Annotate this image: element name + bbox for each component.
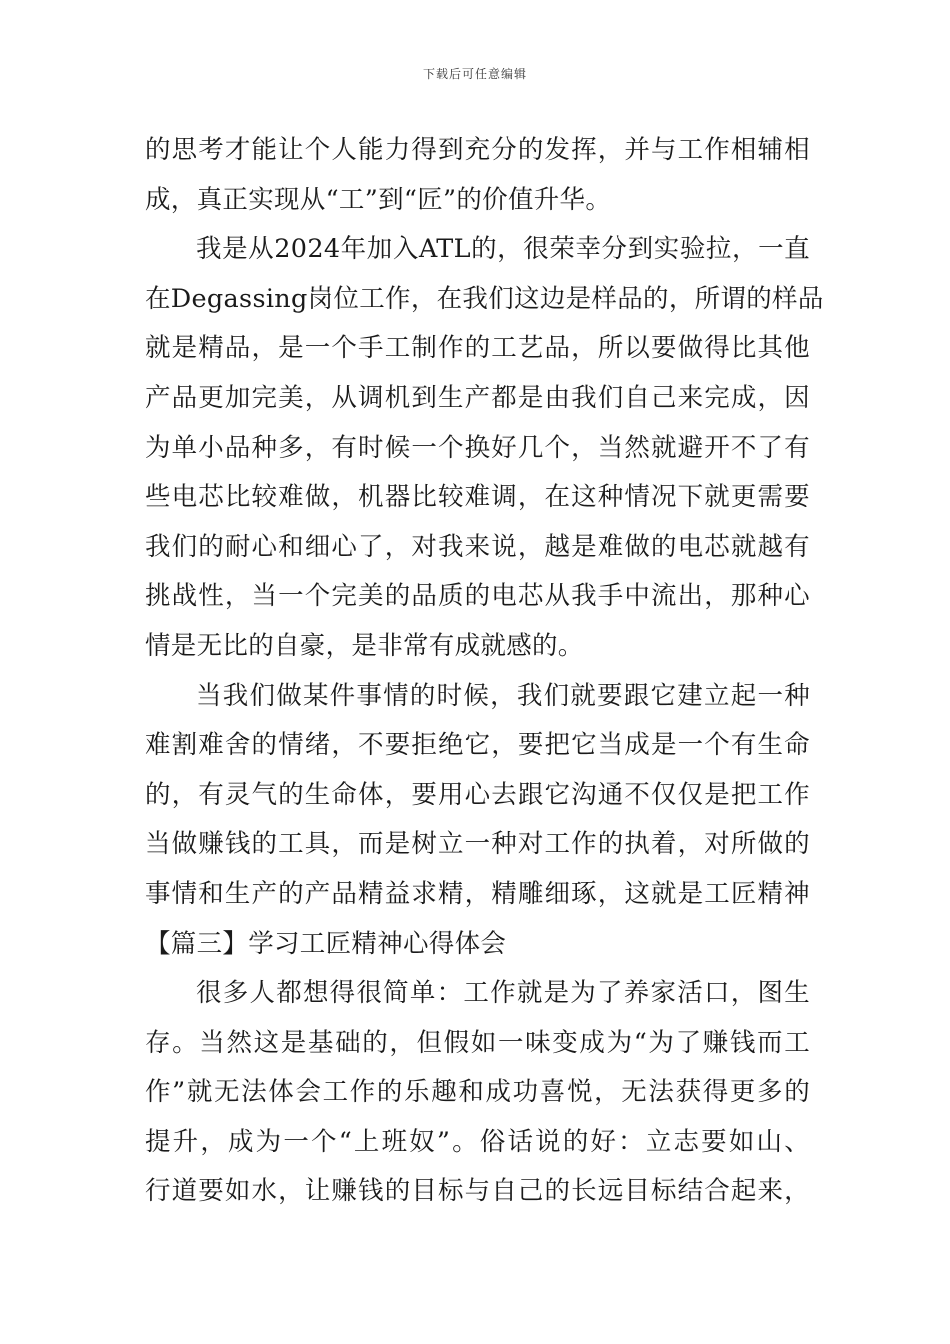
text-line: 存。当然这是基础的，但假如一味变成为“为了赚钱而工 xyxy=(145,1027,810,1058)
text-line: 些电芯比较难做，机器比较难调，在这种情况下就更需要 xyxy=(145,482,810,513)
text-line: 就是精品，是一个手工制作的工艺品，所以要做得比其他 xyxy=(145,333,810,364)
document-body xyxy=(145,126,824,1217)
text-line: 在Degassing岗位工作，在我们这边是样品的，所谓的样品 xyxy=(145,283,824,314)
text-line: 提升，成为一个“上班奴”。俗话说的好：立志要如山、 xyxy=(145,1126,810,1157)
text-line: 我是从2024年加入ATL的，很荣幸分到实验拉，一直 xyxy=(196,234,810,265)
text-line: 当我们做某件事情的时候，我们就要跟它建立起一种 xyxy=(196,680,810,711)
text-line: 我们的耐心和细心了，对我来说，越是难做的电芯就越有 xyxy=(145,531,810,562)
text-line: 的思考才能让个人能力得到充分的发挥，并与工作相辅相 xyxy=(145,135,810,165)
text-line: 【篇三】学习工匠精神心得体会 xyxy=(145,928,507,959)
text-line: 产品更加完美，从调机到生产都是由我们自己来完成，因 xyxy=(145,382,810,413)
text-line: 很多人都想得很简单：工作就是为了养家活口，图生 xyxy=(196,978,810,1009)
text-line: 事情和生产的产品精益求精，精雕细琢，这就是工匠精神 xyxy=(145,878,810,909)
text-line: 情是无比的自豪，是非常有成就感的。 xyxy=(145,630,584,661)
text-line: 成，真正实现从“工”到“匠”的价值升华。 xyxy=(145,184,612,215)
text-line: 为单小品种多，有时候一个换好几个，当然就避开不了有 xyxy=(145,432,810,463)
text-line: 行道要如水，让赚钱的目标与自己的长远目标结合起来， xyxy=(145,1176,810,1207)
text-line: 难割难舍的情绪，不要拒绝它，要把它当成是一个有生命 xyxy=(145,730,810,761)
text-line: 挑战性，当一个完美的品质的电芯从我手中流出，那种心 xyxy=(145,581,810,612)
text-line: 作”就无法体会工作的乐趣和成功喜悦，无法获得更多的 xyxy=(145,1077,810,1108)
text-line: 的，有灵气的生命体，要用心去跟它沟通不仅仅是把工作 xyxy=(145,779,810,810)
page-header-note: 下载后可任意编辑 xyxy=(422,67,527,81)
text-line: 当做赚钱的工具，而是树立一种对工作的执着，对所做的 xyxy=(145,829,810,860)
